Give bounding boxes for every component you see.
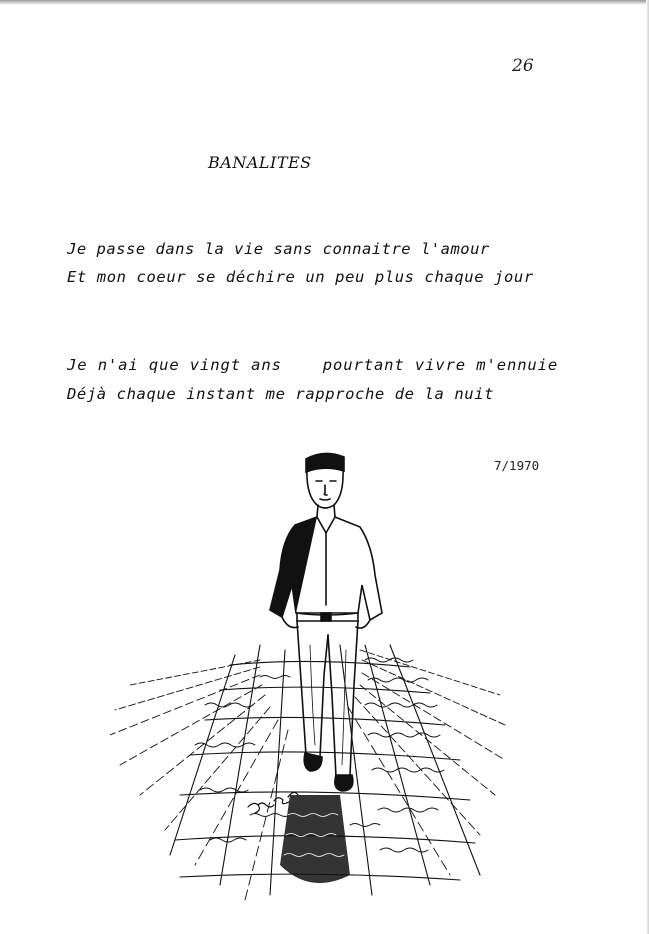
poem-line-3: Je n'ai que vingt ans pourtant vivre m'ennuie <box>67 356 559 374</box>
page-top-edge <box>0 0 649 5</box>
ground-rays-left <box>110 660 288 900</box>
man-figure <box>270 453 382 791</box>
poem-date: 7/1970 <box>494 458 540 473</box>
page-number: 26 <box>512 56 534 76</box>
ground-rays-right <box>348 650 505 875</box>
shadow-reflection <box>280 795 350 883</box>
poem-title: BANALITES <box>208 153 312 172</box>
poem-line-2: Et mon coeur se déchire un peu plus chaque jour <box>67 268 534 286</box>
poem-line-1: Je passe dans la vie sans connaitre l'amour <box>67 240 490 258</box>
walking-man-illustration <box>110 445 510 920</box>
poem-line-4: Déjà chaque instant me rapproche de la nuit <box>67 385 495 403</box>
